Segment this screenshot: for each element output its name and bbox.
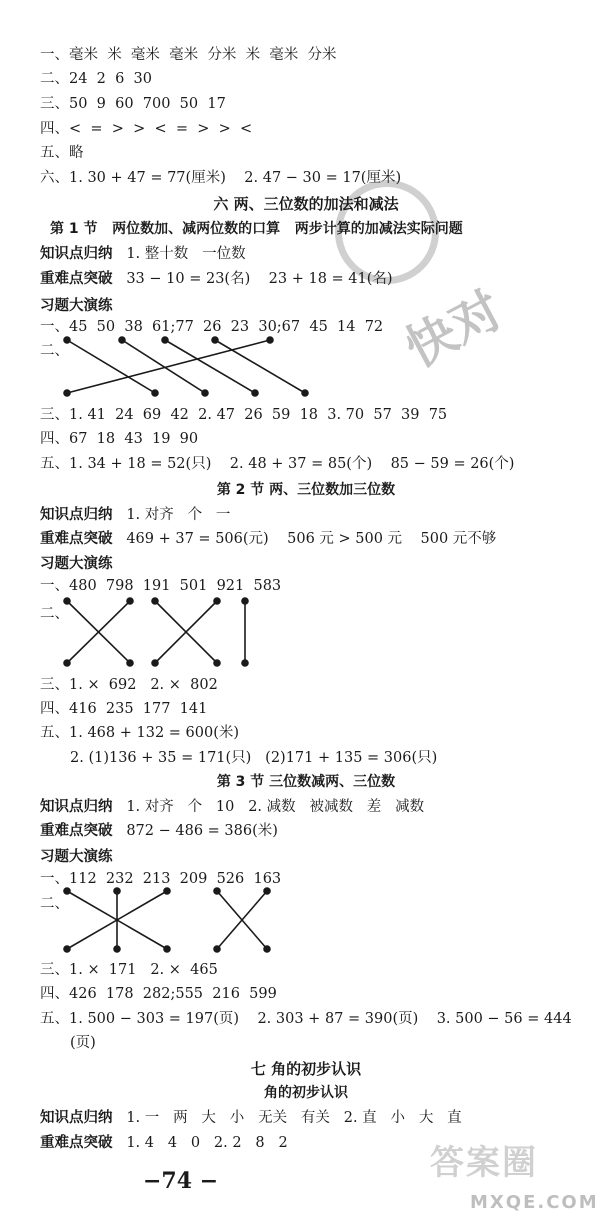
page-number: −74 − — [143, 1168, 219, 1194]
sec3-q3: 三、1. × 171 2. × 465 — [40, 962, 218, 978]
sec2-difficulty-row — [40, 529, 496, 549]
sec2-q1: 一、480 798 191 501 921 583 — [40, 578, 282, 594]
knowledge-label: 知识点归纳 — [40, 1110, 113, 1126]
watermark-logo-icon — [335, 180, 439, 284]
sec2-matching-diagram — [55, 595, 285, 675]
sec3-knowledge-row — [40, 797, 424, 817]
sec1-q4: 四、67 18 43 19 90 — [40, 431, 199, 447]
watermark-url: MXQE.COM — [470, 1192, 599, 1213]
answer-line-2: 二、24 2 6 30 — [40, 71, 153, 87]
sec2-q4: 四、416 235 177 141 — [40, 701, 208, 717]
sec1-q3: 三、1. 41 24 69 42 2. 47 26 59 18 3. 70 57 39 75 — [40, 407, 448, 423]
sec3-q5b: (页) — [70, 1035, 96, 1051]
sec3-q2-label: 二、 — [40, 896, 69, 912]
knowledge-label: 知识点归纳 — [40, 246, 113, 262]
unit6-title: 六 两、三位数的加法和减法 — [213, 195, 399, 213]
knowledge-content: 1. 整十数 一位数 — [126, 246, 246, 262]
answer-line-5: 五、略 — [40, 145, 84, 161]
section3-title: 第 3 节 三位数减两、三位数 — [216, 774, 396, 790]
sec2-q2-label: 二、 — [40, 606, 69, 622]
sec1-matching-diagram — [55, 335, 375, 405]
sec3-matching-diagram — [55, 885, 295, 960]
sec2-q5b: 2. (1)136 + 35 = 171(只) (2)171 + 135 = 306(只) — [70, 750, 438, 766]
difficulty-label: 重难点突破 — [40, 823, 113, 839]
sec2-q3: 三、1. × 692 2. × 802 — [40, 677, 218, 693]
answer-line-4: 四、< = > > < = > > < — [40, 121, 253, 137]
sec3-q1: 一、112 232 213 209 526 163 — [40, 871, 282, 887]
watermark-kuai: 快对 — [396, 280, 512, 379]
sec1-q1: 一、45 50 38 61;77 26 23 30;67 45 14 72 — [40, 319, 384, 335]
answer-line-6: 六、1. 30 + 47 = 77(厘米) 2. 47 − 30 = 17(厘米) — [40, 170, 402, 186]
unit7-difficulty-row — [40, 1133, 288, 1153]
knowledge-label: 知识点归纳 — [40, 507, 113, 523]
sec3-q5a: 五、1. 500 − 303 = 197(页) 2. 303 + 87 = 390(页) 3. 500 − 56 = 444 — [40, 1011, 572, 1027]
difficulty-content: 33 − 10 = 23(名) 23 + 18 = 41(名) — [126, 271, 393, 287]
sec3-difficulty-row — [40, 821, 278, 841]
sec2-exercise-label: 习题大演练 — [40, 556, 113, 572]
unit7-subtitle: 角的初步认识 — [264, 1085, 348, 1101]
sec2-knowledge-row — [40, 505, 230, 525]
sec1-exercise-label: 习题大演练 — [40, 298, 113, 314]
knowledge-content: 1. 对齐 个 一 — [126, 507, 231, 523]
unit7-title: 七 角的初步认识 — [250, 1060, 362, 1078]
sec3-q4: 四、426 178 282;555 216 599 — [40, 986, 277, 1002]
section1-title: 第 1 节 两位数加、减两位数的口算 两步计算的加减法实际问题 — [50, 221, 463, 237]
sec3-exercise-label: 习题大演练 — [40, 849, 113, 865]
unit7-knowledge-row — [40, 1108, 462, 1128]
difficulty-content: 1. 4 4 0 2. 2 8 2 — [126, 1135, 288, 1151]
watermark-answer-circle: 答案圈 — [430, 1143, 538, 1183]
section2-title: 第 2 节 两、三位数加三位数 — [216, 482, 396, 498]
answer-line-1: 一、毫米 米 毫米 毫米 分米 米 毫米 分米 — [40, 47, 337, 63]
knowledge-content: 1. 一 两 大 小 无关 有关 2. 直 小 大 直 — [126, 1110, 462, 1126]
difficulty-label: 重难点突破 — [40, 1135, 113, 1151]
difficulty-content: 469 + 37 = 506(元) 506 元 > 500 元 500 元不够 — [126, 531, 497, 547]
knowledge-content: 1. 对齐 个 10 2. 减数 被减数 差 减数 — [126, 799, 425, 815]
sec1-q2-label: 二、 — [40, 343, 69, 359]
difficulty-label: 重难点突破 — [40, 531, 113, 547]
sec2-q5a: 五、1. 468 + 132 = 600(米) — [40, 725, 240, 741]
sec1-q5: 五、1. 34 + 18 = 52(只) 2. 48 + 37 = 85(个) 85 − 59 = 26(个) — [40, 456, 515, 472]
answer-line-3: 三、50 9 60 700 50 17 — [40, 96, 226, 112]
sec1-difficulty-row — [40, 269, 393, 289]
knowledge-label: 知识点归纳 — [40, 799, 113, 815]
difficulty-content: 872 − 486 = 386(米) — [126, 823, 278, 839]
sec1-knowledge-row — [40, 244, 246, 264]
difficulty-label: 重难点突破 — [40, 271, 113, 287]
